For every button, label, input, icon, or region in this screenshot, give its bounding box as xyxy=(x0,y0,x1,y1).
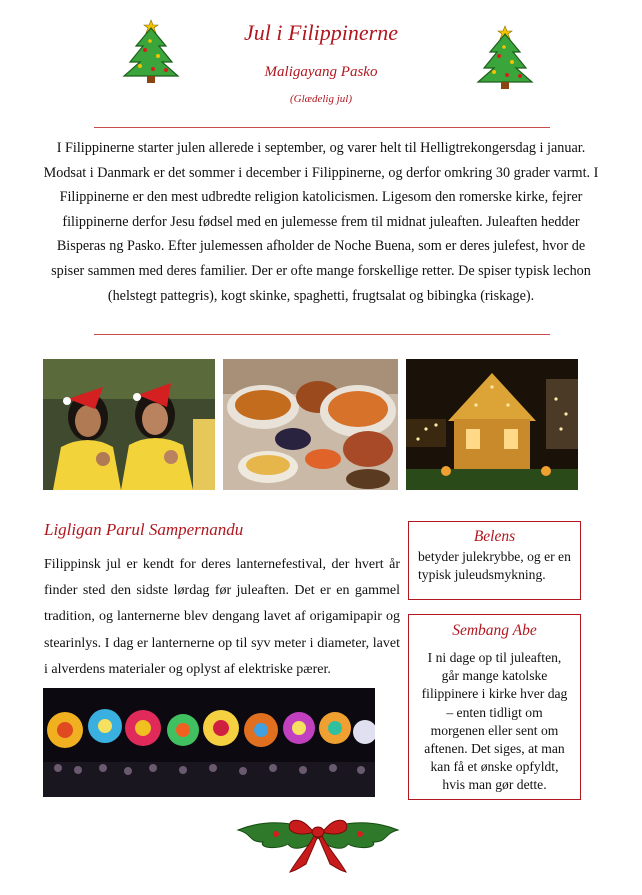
page-subtitle: Maligayang Pasko xyxy=(264,64,378,80)
photo-lantern-festival xyxy=(43,688,375,797)
page-title: Jul i Filippinerne xyxy=(244,20,398,45)
page-subsubtitle: (Glædelig jul) xyxy=(289,93,353,105)
photo-christmas-food xyxy=(223,359,398,490)
intro-paragraph: I Filippinerne starter julen allerede i september, og varer helt til Helligtrekongersdag i januar. Modsat i Danmark er det sommer i december i Filippinerne, og derfor omkring 30 grader varmt. I Filippinerne er den mest udbredte religion katolicismen. Ligesom den romerske kirke, fejrer filippinerne derfor Jesu fødsel med en julemesse frem til midnat juleaften. Juleaften hedder Bisperas ng Pasko. Efter julemessen afholder de Noche Buena, som er deres julefest, hvor de spiser sammen med deres familier. Der er ofte mange forskellige retter. De spiser typisk lechon (helstegt pattegris), kogt skinke, spaghetti, frugtsalat og bibingka (riskage). xyxy=(43,140,599,304)
divider-top xyxy=(94,127,550,128)
photo-girls-singing xyxy=(43,359,215,490)
section-paragraph: Filippinsk jul er kendt for deres lanternefestival, der hvert år finder sted den sidste lørdag før juleaften. Det er en gammel tradition, og lanternerne blev dengang lavet af origamipapir og stearinlys. I dag er lanternerne op til syv meter i diameter, lavet i alverdens materialer og oplyst af elektriske pærer. xyxy=(44,557,400,677)
box-text-sembang-abe: I ni dage op til juleaften, går mange katolske filippinere i kirke hver dag – enten tidligt om morgenen eller sent om aftenen. Det siges, at man kan få et ønske opfyldt, hvis man gør dette. xyxy=(421,650,568,793)
info-box-sembang-abe xyxy=(408,614,581,800)
box-text-belens: betyder julekrybbe, og er en typisk juleudsmykning. xyxy=(418,549,571,583)
photo-christmas-lights-house xyxy=(406,359,578,490)
holly-bow-icon xyxy=(218,812,418,878)
info-box-belens xyxy=(408,521,581,600)
divider-bottom xyxy=(94,334,550,335)
box-title-belens: Belens xyxy=(473,528,516,545)
section-heading: Ligligan Parul Sampernandu xyxy=(44,520,244,539)
box-title-sembang-abe: Sembang Abe xyxy=(452,622,537,639)
